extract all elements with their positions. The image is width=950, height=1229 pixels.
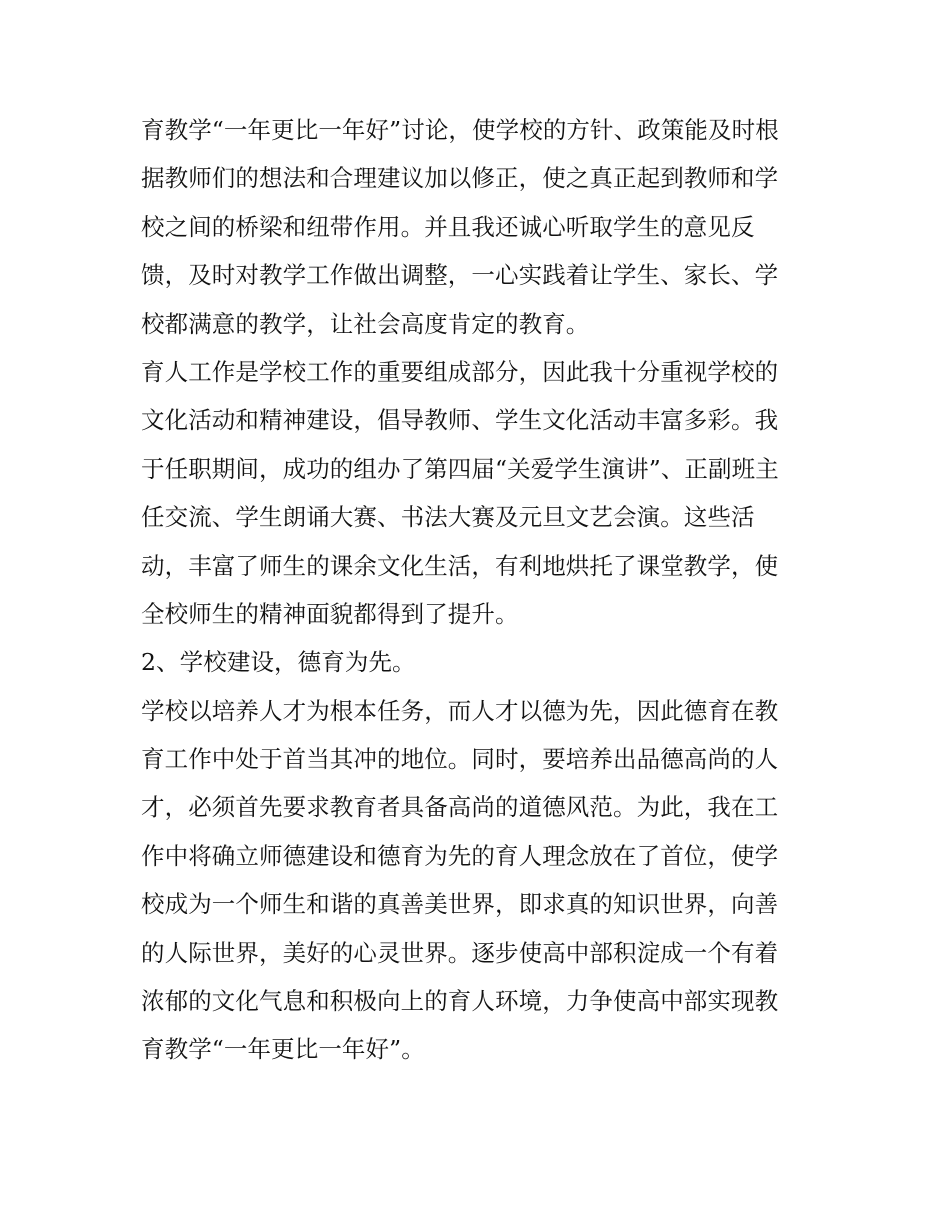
text-line: 馈，及时对教学工作做出调整，一心实践着让学生、家长、学 bbox=[141, 261, 779, 290]
text-line: 校成为一个师生和谐的真善美世界，即求真的知识世界，向善 bbox=[141, 890, 779, 919]
text-line: 育工作中处于首当其冲的地位。同时，要培养出品德高尚的人 bbox=[141, 745, 779, 774]
text-line: 作中将确立师德建设和德育为先的育人理念放在了首位，使学 bbox=[141, 841, 779, 870]
text-line: 的人际世界，美好的心灵世界。逐步使高中部积淀成一个有着 bbox=[141, 938, 779, 967]
text-line: 育教学“一年更比一年好”讨论，使学校的方针、政策能及时根 bbox=[141, 116, 779, 144]
text-line: 学校以培养人才为根本任务，而人才以德为先，因此德育在教 bbox=[141, 696, 779, 725]
text-line: 才，必须首先要求教育者具备高尚的道德风范。为此，我在工 bbox=[141, 793, 779, 822]
section-heading: 2、学校建设，德育为先。 bbox=[141, 648, 416, 677]
text-line: 任交流、学生朗诵大赛、书法大赛及元旦文艺会演。这些活 bbox=[141, 503, 755, 532]
text-line: 校之间的桥梁和纽带作用。并且我还诚心听取学生的意见反 bbox=[141, 212, 755, 241]
text-line: 于任职期间，成功的组办了第四届“关爱学生演讲”、正副班主 bbox=[141, 454, 779, 483]
text-line: 育人工作是学校工作的重要组成部分，因此我十分重视学校的 bbox=[141, 357, 779, 386]
text-line: 全校师生的精神面貌都得到了提升。 bbox=[141, 599, 519, 628]
text-line: 校都满意的教学，让社会高度肯定的教育。 bbox=[141, 309, 590, 338]
text-line: 浓郁的文化气息和积极向上的育人环境，力争使高中部实现教 bbox=[141, 987, 779, 1016]
text-line: 动，丰富了师生的课余文化生活，有利地烘托了课堂教学，使 bbox=[141, 551, 779, 580]
body-text bbox=[141, 106, 821, 1074]
text-line: 文化活动和精神建设，倡导教师、学生文化活动丰富多彩。我 bbox=[141, 406, 779, 435]
text-line: 据教师们的想法和合理建议加以修正，使之真正起到教师和学 bbox=[141, 164, 779, 193]
text-line: 育教学“一年更比一年好”。 bbox=[141, 1035, 425, 1064]
